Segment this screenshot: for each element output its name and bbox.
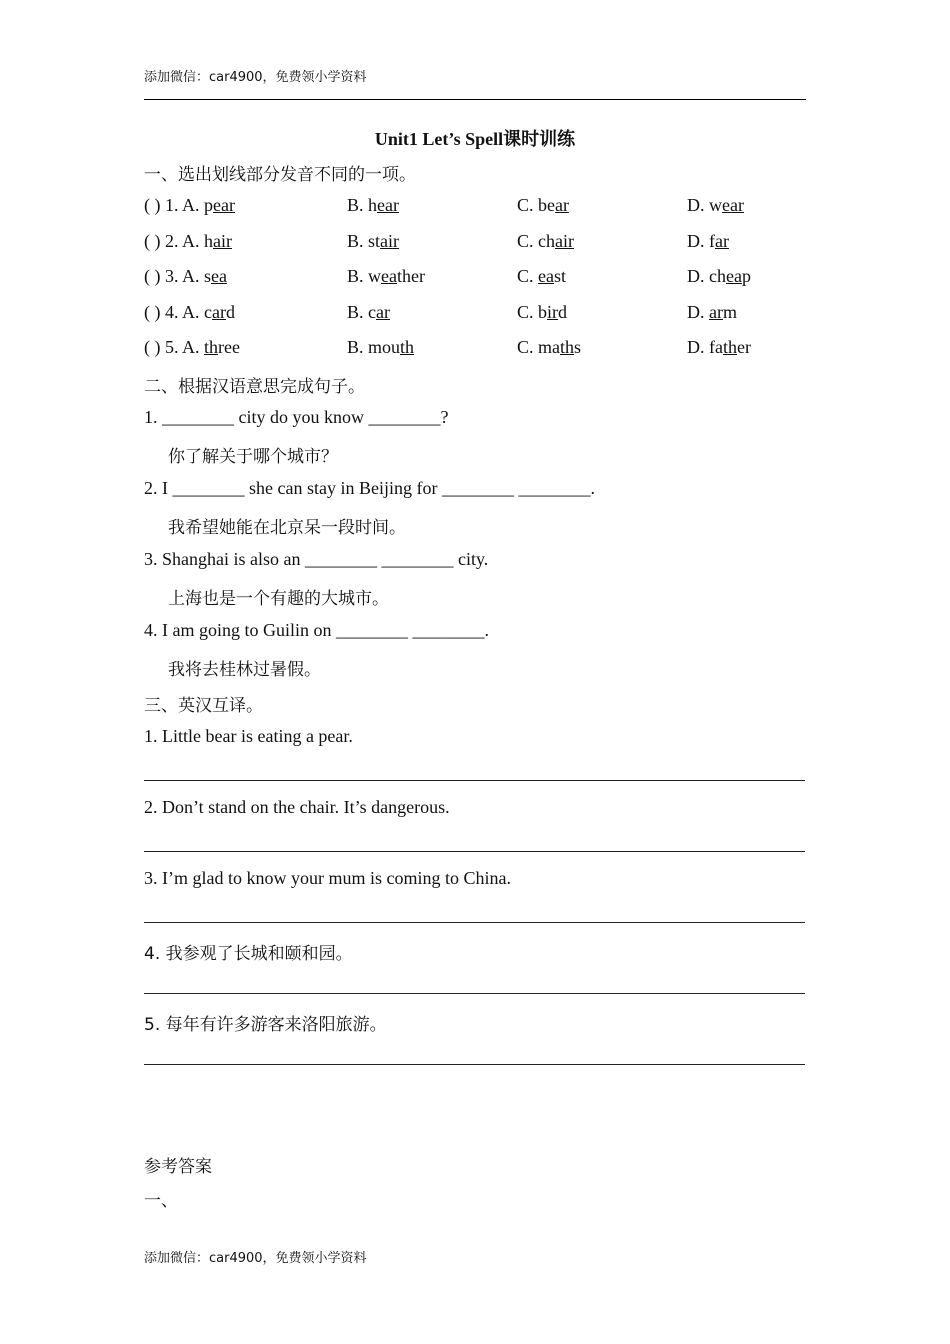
option-label: D.	[687, 231, 705, 251]
s3-answer-line-1[interactable]	[144, 780, 805, 781]
underlined-letters: ar	[709, 302, 723, 322]
word-part: ch	[709, 266, 726, 286]
underlined-letters: air	[380, 231, 400, 251]
word-part: p	[741, 266, 751, 286]
option-label: C.	[517, 337, 534, 357]
option-label: B.	[347, 266, 364, 286]
word-part: ch	[538, 231, 556, 251]
s1-q4-number: ( ) 4. A.	[144, 302, 200, 322]
s2-item-4-cn: 我将去桂林过暑假。	[168, 660, 321, 680]
s1-q5-option-d	[687, 337, 751, 358]
s2-item-1-cn: 你了解关于哪个城市？	[168, 447, 338, 467]
s3-item-4: 4. 我参观了长城和颐和园。	[144, 944, 353, 964]
word-part: d	[225, 302, 235, 322]
s1-q5-option-c	[517, 337, 581, 358]
page-footer: 添加微信：car4900，免费领小学资料	[144, 1251, 367, 1266]
word-part: w	[709, 195, 722, 215]
s1-q4-option-a	[144, 302, 235, 323]
s1-q2-number: ( ) 2. A.	[144, 231, 200, 251]
word-part: w	[368, 266, 382, 286]
s1-q5-option-a	[144, 337, 240, 358]
underlined-letters: ear	[377, 195, 399, 215]
option-label: C.	[517, 195, 534, 215]
section1-heading: 一、选出划线部分发音不同的一项。	[144, 165, 416, 185]
option-label: D.	[687, 337, 705, 357]
option-label: D.	[687, 302, 705, 322]
underlined-letters: air	[555, 231, 574, 251]
s1-q3-option-a	[144, 266, 227, 287]
word-part: h	[204, 231, 213, 251]
underlined-letters: ea	[211, 266, 227, 286]
s1-q3-option-b	[347, 266, 425, 287]
s3-item-3: 3. I’m glad to know your mum is coming to China.	[144, 868, 511, 888]
s1-q3-option-d	[687, 266, 751, 287]
s2-item-3-cn: 上海也是一个有趣的大城市。	[168, 589, 389, 609]
s1-q3-option-c	[517, 266, 566, 287]
answers-part1: 一、	[144, 1191, 178, 1211]
underlined-letters: ar	[376, 302, 390, 322]
word-part: fa	[709, 337, 723, 357]
word-part: s	[574, 337, 582, 357]
word-part: h	[368, 195, 378, 215]
s2-item-1-en: 1. ________ city do you know ________?	[144, 407, 449, 427]
s1-q1-option-c	[517, 195, 569, 216]
s1-q1-option-a	[144, 195, 235, 216]
s3-item-1: 1. Little bear is eating a pear.	[144, 726, 353, 746]
word-part: st	[368, 231, 381, 251]
word-part: m	[722, 302, 737, 322]
word-part: b	[538, 302, 548, 322]
page-title: Unit1 Let’s Spell课时训练	[374, 129, 576, 149]
word-part: ma	[538, 337, 561, 357]
s1-q1-option-d	[687, 195, 744, 216]
underlined-letters: ear	[213, 195, 235, 215]
word-part: st	[554, 266, 567, 286]
s1-q2-option-c	[517, 231, 574, 252]
s1-q4-option-c	[517, 302, 567, 323]
underlined-letters: ar	[555, 195, 569, 215]
option-label: B.	[347, 195, 364, 215]
word-part: mou	[368, 337, 401, 357]
underlined-letters: th	[560, 337, 575, 357]
option-label: D.	[687, 266, 705, 286]
page-header: 添加微信：car4900，免费领小学资料	[144, 70, 367, 85]
underlined-letters: th	[722, 337, 737, 357]
underlined-letters: air	[213, 231, 232, 251]
underlined-letters: th	[400, 337, 415, 357]
header-divider	[144, 99, 806, 100]
option-label: C.	[517, 266, 534, 286]
s1-q2-option-d	[687, 231, 729, 252]
s1-q3-number: ( ) 3. A.	[144, 266, 200, 286]
s2-item-2-cn: 我希望她能在北京呆一段时间。	[168, 518, 406, 538]
s3-item-2: 2. Don’t stand on the chair. It’s dangerous.	[144, 797, 450, 817]
word-part: s	[204, 266, 212, 286]
underlined-letters: ir	[547, 302, 559, 322]
s3-answer-line-5[interactable]	[144, 1064, 805, 1065]
underlined-letters: ea	[726, 266, 742, 286]
s1-q5-option-b	[347, 337, 414, 358]
word-part: er	[737, 337, 751, 357]
option-label: C.	[517, 231, 534, 251]
s1-q1-number: ( ) 1. A.	[144, 195, 200, 215]
word-part: ree	[218, 337, 240, 357]
s3-answer-line-3[interactable]	[144, 922, 805, 923]
word-part: p	[204, 195, 213, 215]
s2-item-2-en: 2. I ________ she can stay in Beijing for ________ ________.	[144, 478, 595, 498]
word-part: c	[368, 302, 377, 322]
option-label: B.	[347, 337, 364, 357]
underlined-letters: ear	[722, 195, 744, 215]
word-part: f	[709, 231, 715, 251]
underlined-letters: th	[204, 337, 219, 357]
word-part: be	[538, 195, 556, 215]
s1-q1-option-b	[347, 195, 399, 216]
underlined-letters: ar	[715, 231, 729, 251]
s3-item-5: 5. 每年有许多游客来洛阳旅游。	[144, 1015, 387, 1035]
s2-item-3-en: 3. Shanghai is also an ________ ________ city.	[144, 549, 489, 569]
s3-answer-line-2[interactable]	[144, 851, 805, 852]
answers-heading: 参考答案	[144, 1157, 212, 1177]
underlined-letters: ea	[381, 266, 397, 286]
word-part: c	[204, 302, 212, 322]
section2-heading: 二、根据汉语意思完成句子。	[144, 377, 365, 397]
section3-heading: 三、英汉互译。	[144, 696, 263, 716]
option-label: D.	[687, 195, 705, 215]
option-label: B.	[347, 302, 364, 322]
s2-item-4-en: 4. I am going to Guilin on ________ ________.	[144, 620, 489, 640]
word-part: d	[558, 302, 568, 322]
underlined-letters: ea	[538, 266, 554, 286]
s1-q5-number: ( ) 5. A.	[144, 337, 200, 357]
option-label: C.	[517, 302, 534, 322]
option-label: B.	[347, 231, 364, 251]
s1-q4-option-b	[347, 302, 390, 323]
underlined-letters: ar	[212, 302, 226, 322]
s1-q2-option-a	[144, 231, 232, 252]
s1-q4-option-d	[687, 302, 737, 323]
s1-q2-option-b	[347, 231, 399, 252]
s3-answer-line-4[interactable]	[144, 993, 805, 994]
word-part: ther	[397, 266, 425, 286]
